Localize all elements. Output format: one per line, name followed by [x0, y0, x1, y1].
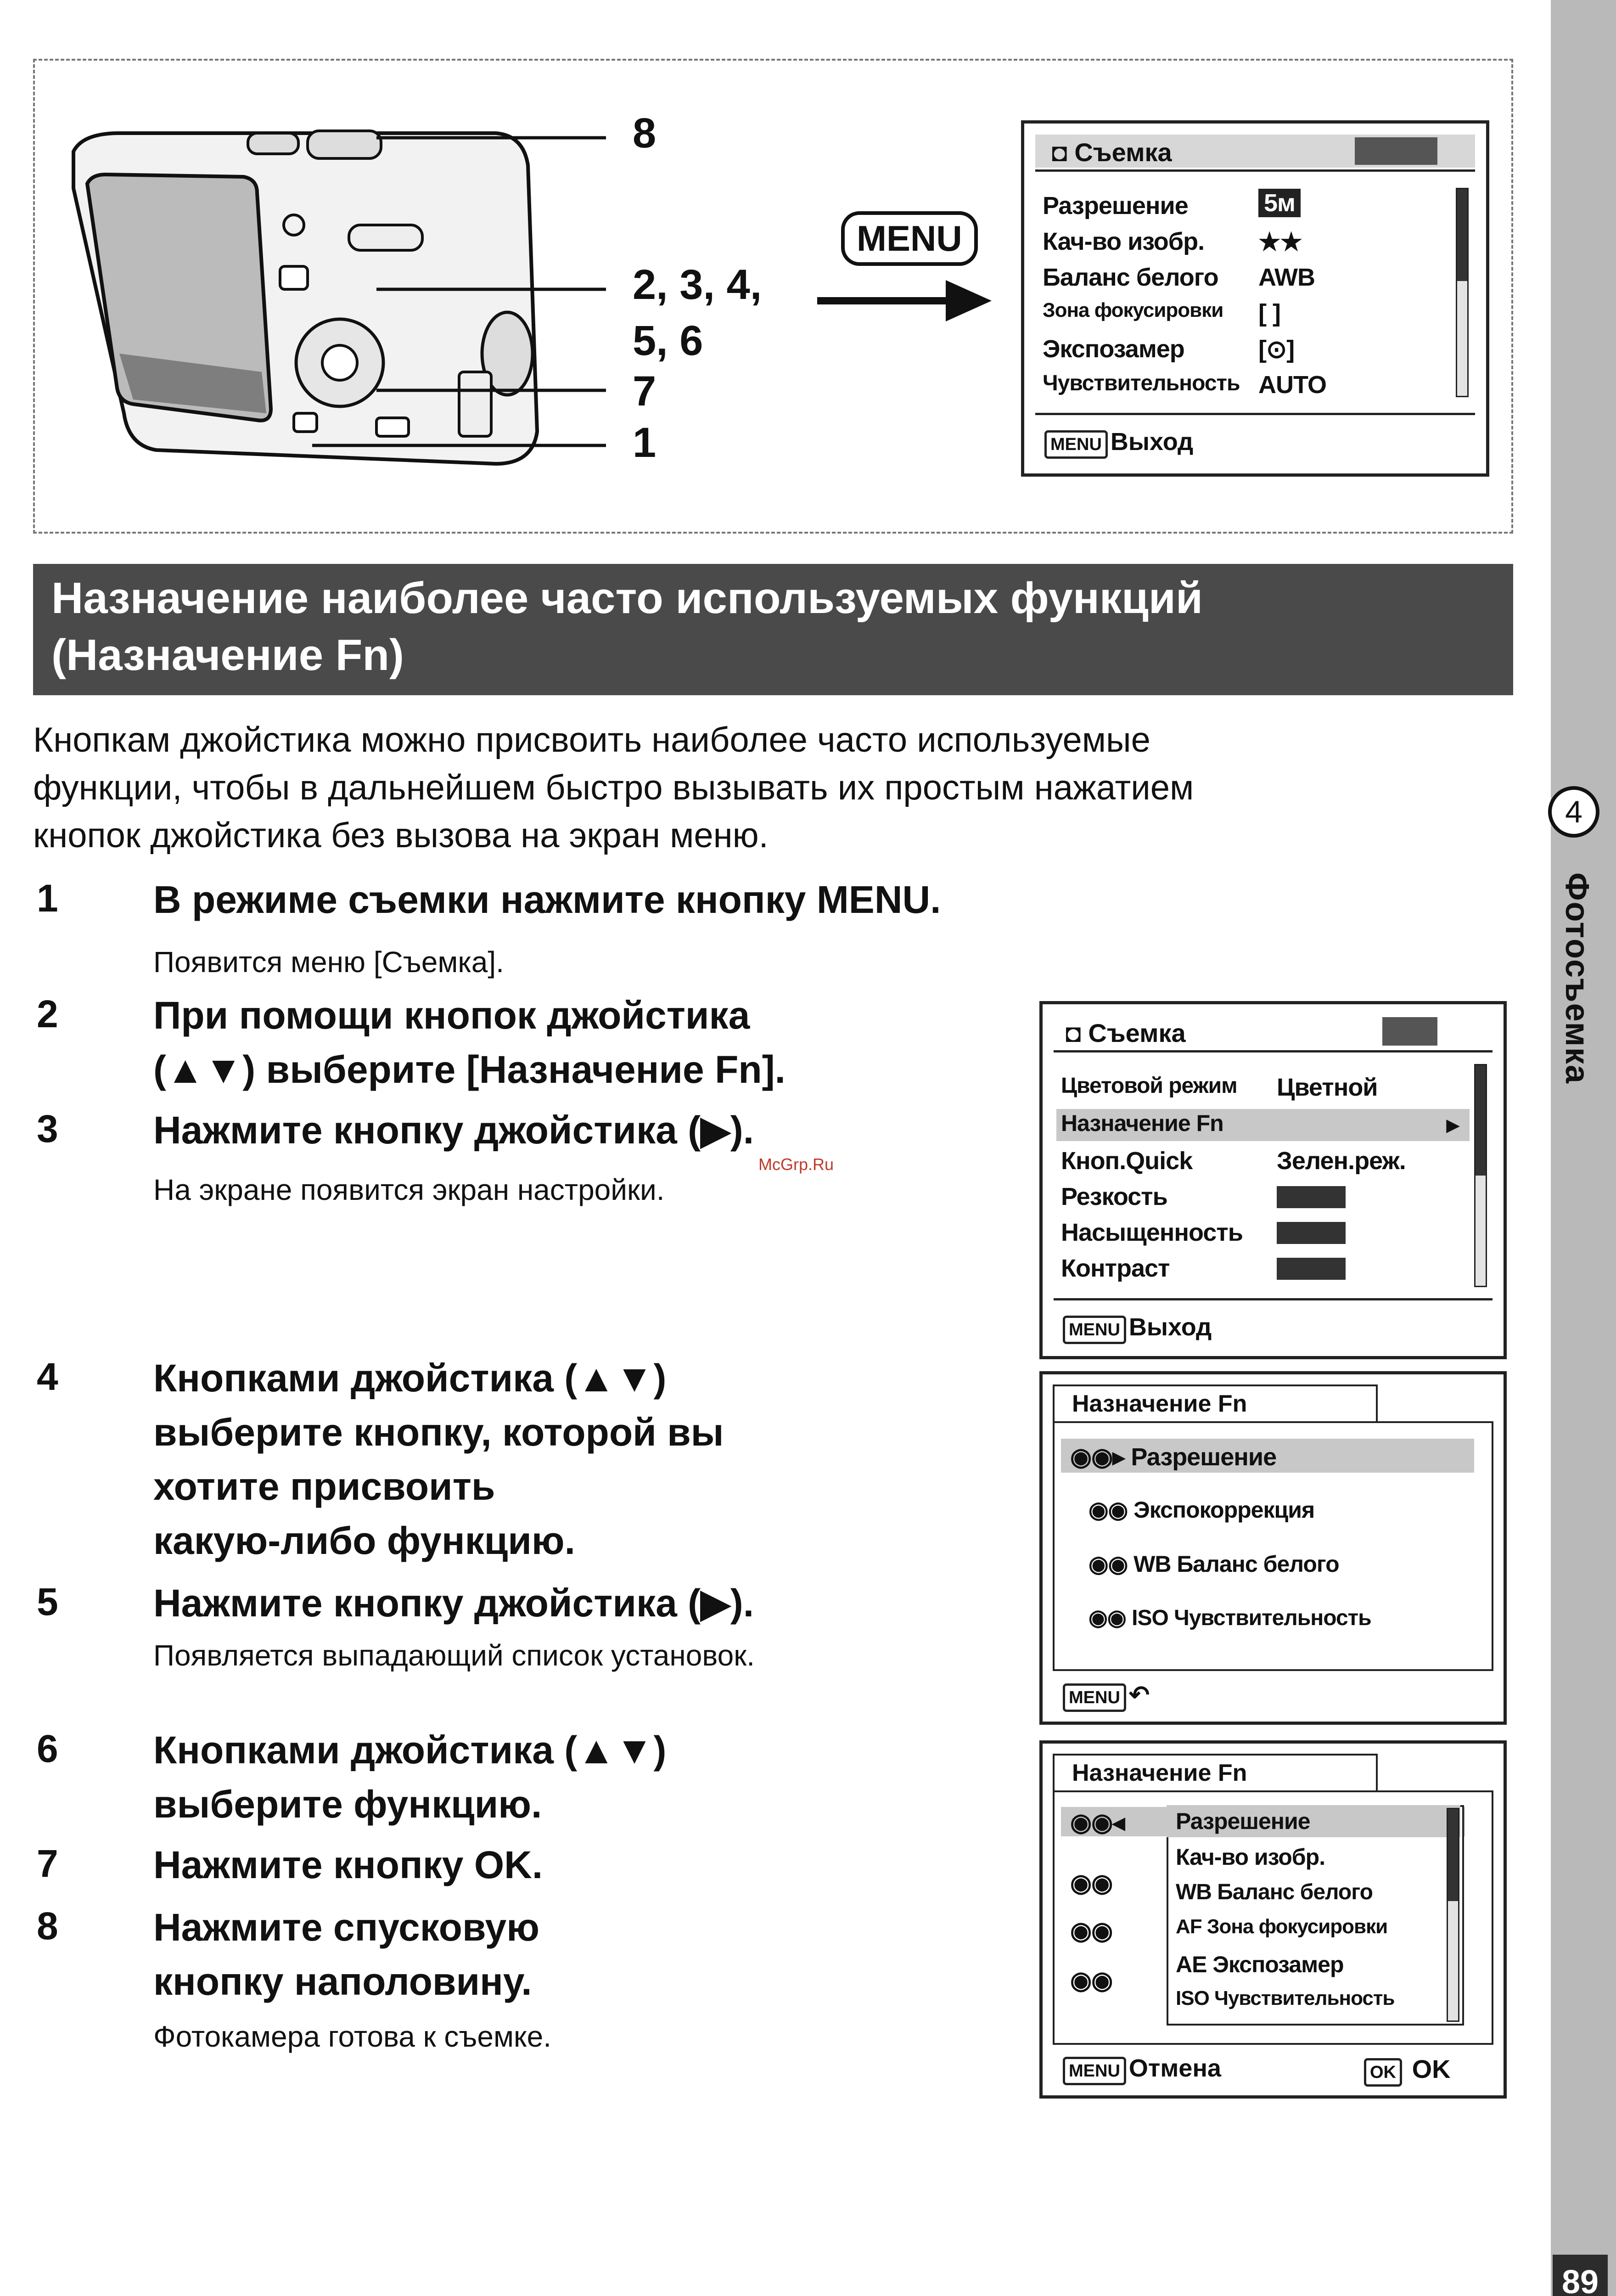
callout-8: 8	[633, 110, 656, 157]
step-number: 7	[37, 1842, 58, 1885]
menu-row-value: 5м	[1258, 189, 1301, 217]
menu-key-icon: MENU	[1063, 1683, 1126, 1712]
zoom-lever	[349, 225, 422, 250]
back-hint	[1063, 1680, 1150, 1712]
step-title: Кнопками джойстика (▲▼)	[153, 1728, 667, 1772]
heading-line-2: (Назначение Fn)	[51, 630, 404, 680]
step-number: 1	[37, 877, 58, 920]
menu-screen-1	[1021, 120, 1489, 477]
camera-illustration	[55, 115, 652, 482]
back-arrow-icon: ↶	[1128, 1681, 1150, 1709]
step-title: какую-либо функцию.	[153, 1519, 575, 1562]
setup-tab-icon	[1382, 1017, 1437, 1046]
section-heading	[33, 564, 1513, 695]
step-title: При помощи кнопок джойстика	[153, 994, 750, 1037]
step-title: выберите кнопку, которой вы	[153, 1411, 724, 1454]
menu-key-icon: MENU	[1044, 430, 1108, 459]
setup-tab-icon	[1355, 137, 1437, 165]
step-number: 5	[37, 1580, 58, 1623]
step-title: В режиме съемки нажмите кнопку MENU.	[153, 878, 941, 921]
menu-row-value: AWB	[1258, 264, 1315, 291]
fn-row: ◉◉ WB Баланс белого	[1089, 1551, 1339, 1577]
menu-row-label: Кач-во изобр.	[1043, 228, 1205, 255]
menu-row-label: Зона фокусировки	[1043, 299, 1223, 321]
shutter-button	[308, 131, 381, 158]
heading-line-1: Назначение наиболее часто используемых функций	[51, 574, 1203, 623]
menu-key-icon: MENU	[1063, 1316, 1126, 1344]
callout-5: 5, 6	[633, 317, 703, 364]
chapter-title-text: Фотосъемка	[1559, 872, 1595, 1084]
side-cover	[459, 372, 491, 436]
menu-row-label: Разрешение	[1043, 192, 1188, 219]
page-number: 89	[1553, 2255, 1608, 2296]
scrollbar	[1447, 1808, 1459, 2022]
step-note: Появляется выпадающий список установок.	[153, 1639, 755, 1672]
step-title: Нажмите кнопку джойстика (▶).	[153, 1109, 754, 1152]
callout-7: 7	[633, 368, 656, 415]
step-note: Фотокамера готова к съемке.	[153, 2020, 552, 2053]
camera-icon: ◘	[1066, 1019, 1081, 1047]
menu-row-label: Экспозамер	[1043, 335, 1184, 363]
step-title: хотите присвоить	[153, 1465, 495, 1508]
joystick-icon: ◉◉	[1089, 1551, 1128, 1577]
step-note: Появится меню [Съемка].	[153, 945, 504, 979]
joystick-icon: ◉◉	[1070, 1967, 1113, 1994]
exit-hint: MENU Выход	[1063, 1313, 1212, 1344]
exit-hint: MENU Выход	[1044, 428, 1193, 459]
menu-row-value: [⊙]	[1258, 336, 1295, 363]
callout-1: 1	[633, 419, 656, 466]
menu-row-label: Кноп.Quick	[1061, 1147, 1193, 1175]
menu-key-illustration: MENU	[841, 211, 978, 266]
dropdown-option: AF Зона фокусировки	[1176, 1915, 1388, 1938]
menu-row-label: Баланс белого	[1043, 264, 1218, 291]
menu-row-label: Резкость	[1061, 1183, 1167, 1210]
level-slider-icon	[1277, 1186, 1346, 1208]
level-slider-icon	[1277, 1222, 1346, 1244]
chapter-title	[1552, 872, 1598, 1221]
menu-row-value: ★★	[1258, 228, 1302, 256]
menu-screen-2	[1039, 1001, 1507, 1359]
screen-title: Назначение Fn	[1072, 1760, 1247, 1786]
menu-row-label: Контраст	[1061, 1255, 1170, 1282]
fn-select-screen	[1039, 1740, 1507, 2099]
menu-row-label: Цветовой режим	[1061, 1074, 1237, 1098]
step-number: 3	[37, 1107, 58, 1150]
step-number: 8	[37, 1904, 58, 1947]
screen-title: Съемка	[1088, 1019, 1186, 1047]
joystick-icon: ◉◉	[1070, 1869, 1113, 1897]
step-number: 4	[37, 1355, 58, 1398]
fn-row: ◉◉ Экспокоррекция	[1089, 1497, 1315, 1523]
screen-title: Назначение Fn	[1072, 1390, 1247, 1417]
joystick-icon: ◉◉▸	[1070, 1443, 1125, 1471]
level-slider-icon	[1277, 1258, 1346, 1280]
step-title: Нажмите кнопку джойстика (▶).	[153, 1581, 754, 1625]
camera-icon: ◘	[1052, 138, 1067, 167]
fn-assign-screen	[1039, 1371, 1507, 1725]
menu-button	[294, 413, 317, 432]
ok-button	[322, 345, 357, 380]
menu-row-value: Цветной	[1277, 1074, 1378, 1101]
menu-row-value: ▸	[1447, 1111, 1459, 1138]
ok-key-icon: OK	[1364, 2058, 1402, 2087]
ok-hint: OK OK	[1364, 2054, 1451, 2087]
menu-row-value: AUTO	[1258, 371, 1327, 399]
dropdown-option: ISO Чувствительность	[1176, 1987, 1395, 2009]
scrollbar	[1456, 188, 1469, 397]
screen-title: Съемка	[1074, 138, 1172, 167]
power-button	[248, 133, 298, 154]
menu-row-label: Назначение Fn	[1061, 1110, 1223, 1136]
watermark: McGrp.Ru	[758, 1155, 834, 1174]
dropdown-option: Разрешение	[1176, 1808, 1310, 1834]
step-title: Нажмите спусковую	[153, 1906, 539, 1949]
intro-paragraph: Кнопкам джойстика можно присвоить наиболее часто используемые функции, чтобы в дальнейшем быстро вызывать их простым нажатием кнопок джойстика без вызова на экран меню.	[33, 720, 1194, 855]
dropdown-option: AE Экспозамер	[1176, 1952, 1344, 1977]
step-number: 6	[37, 1727, 58, 1770]
joystick-icon: ◉◉◂	[1070, 1809, 1125, 1836]
menu-row-label: Насыщенность	[1061, 1219, 1243, 1246]
playback-button	[280, 266, 308, 289]
joystick-icon: ◉◉	[1070, 1917, 1113, 1945]
chapter-number: 4	[1548, 786, 1599, 838]
joystick-icon: ◉◉	[1089, 1606, 1126, 1630]
fn-button	[376, 418, 409, 436]
cancel-hint: MENU Отмена	[1063, 2054, 1221, 2085]
dropdown-option: WB Баланс белого	[1176, 1880, 1373, 1904]
step-title: (▲▼) выберите [Назначение Fn].	[153, 1048, 786, 1091]
fn-row: ◉◉▸ Разрешение	[1070, 1443, 1277, 1471]
step-title: выберите функцию.	[153, 1783, 542, 1826]
fn-row: ◉◉ ISO Чувствительность	[1089, 1606, 1371, 1630]
step-title: Кнопками джойстика (▲▼)	[153, 1356, 667, 1400]
step-note: На экране появится экран настройки.	[153, 1173, 665, 1206]
callout-2: 2, 3, 4,	[633, 261, 762, 308]
step-number: 2	[37, 992, 58, 1035]
menu-row-value: [ ]	[1258, 299, 1280, 327]
dropdown-option: Кач-во изобр.	[1176, 1844, 1325, 1870]
scrollbar	[1474, 1064, 1487, 1287]
menu-row-value: Зелен.реж.	[1277, 1147, 1406, 1175]
menu-key-icon: MENU	[1063, 2057, 1126, 2085]
arrow-right-icon	[813, 276, 996, 326]
joystick-icon: ◉◉	[1089, 1497, 1128, 1523]
step-title: кнопку наполовину.	[153, 1960, 532, 2003]
step-title: Нажмите кнопку OK.	[153, 1843, 543, 1886]
menu-row-label: Чувствительность	[1043, 371, 1240, 395]
